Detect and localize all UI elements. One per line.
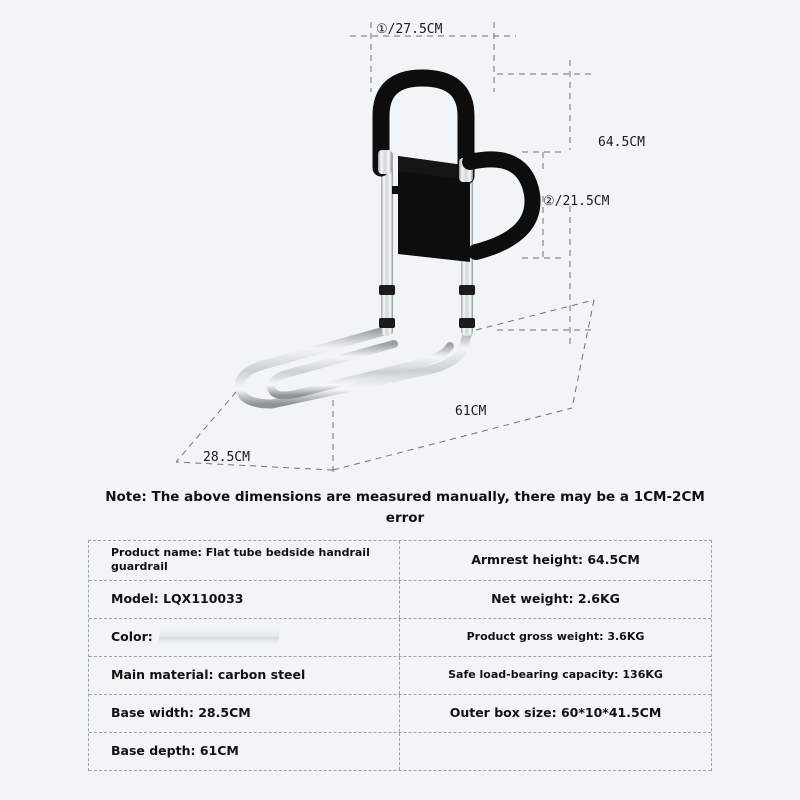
table-row (89, 733, 711, 771)
spec-base-depth: Base depth: 61CM (89, 733, 400, 770)
table-row (89, 695, 711, 733)
table-row (89, 541, 711, 581)
spec-product-name: Product name: Flat tube bedside handrail guardrail (89, 541, 400, 580)
dimension-handle-height: 64.5CM (598, 135, 645, 150)
spec-main-material: Main material: carbon steel (89, 657, 400, 694)
spec-net-weight: Net weight: 2.6KG (491, 590, 620, 606)
spec-load-capacity: Safe load-bearing capacity: 136KG (448, 667, 663, 681)
color-swatch (159, 630, 279, 644)
table-row (89, 619, 711, 657)
spec-model: Model: LQX110033 (89, 581, 400, 618)
spec-color-label: Color: (111, 628, 153, 644)
spec-color (89, 619, 400, 656)
spec-table (88, 540, 712, 771)
dimension-top-width: ①/27.5CM (376, 22, 443, 37)
spec-gross-weight: Product gross weight: 3.6KG (466, 629, 645, 643)
spec-outer-box-size: Outer box size: 60*10*41.5CM (449, 704, 662, 720)
spec-armrest-height: Armrest height: 64.5CM (471, 552, 640, 568)
dimension-base-depth: 61CM (455, 404, 487, 419)
spec-base-width: Base width: 28.5CM (89, 695, 400, 732)
table-row (89, 657, 711, 695)
spec-empty-cell (400, 733, 711, 770)
table-row (89, 581, 711, 619)
dimension-base-width: 28.5CM (203, 450, 250, 465)
measurement-note: Note: The above dimensions are measured manually, there may be a 1CM-2CM error (105, 489, 705, 526)
dimension-inner-handle: ②/21.5CM (543, 194, 610, 209)
